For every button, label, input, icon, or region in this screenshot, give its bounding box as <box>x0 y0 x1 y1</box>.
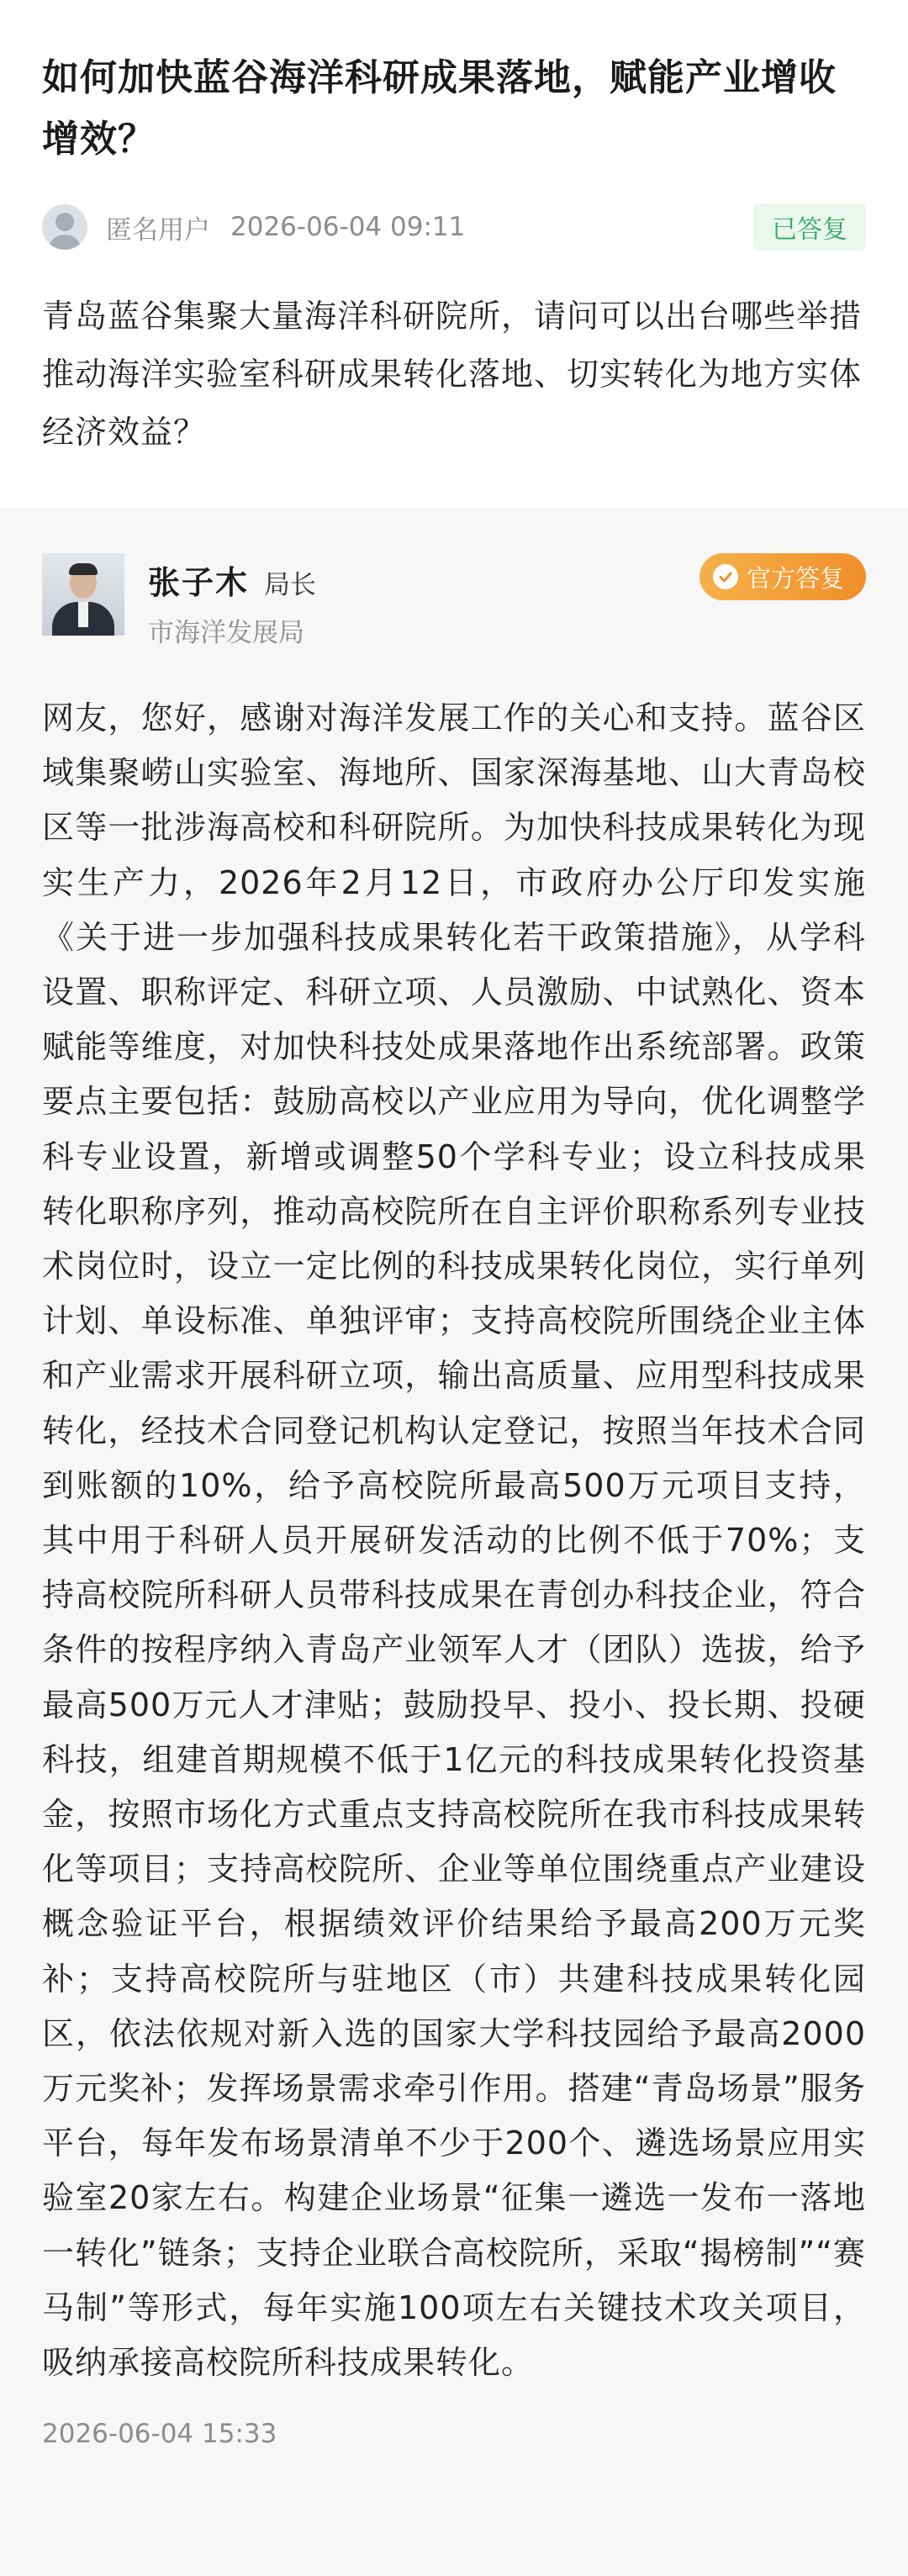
asker-name: 匿名用户 <box>106 214 210 245</box>
answerer-avatar <box>42 553 124 636</box>
question-content: 青岛蓝谷集聚大量海洋科研院所，请问可以出台哪些举措推动海洋实验室科研成果转化落地、切实转化为地方实体经济效益？ <box>42 298 863 451</box>
answerer-info <box>148 553 316 649</box>
answer-section <box>0 508 908 2576</box>
status-badge: 已答复 <box>753 203 866 251</box>
question-timestamp: 2026-06-04 09:11 <box>230 212 466 242</box>
answer-timestamp: 2026-06-04 15:33 <box>42 2419 277 2450</box>
answerer-header <box>42 553 866 649</box>
official-reply-label: 官方答复 <box>746 563 844 593</box>
question-meta <box>42 200 866 254</box>
answerer-name: 张子木 <box>148 564 250 601</box>
answerer-organization: 市海洋发展局 <box>148 618 304 648</box>
answerer-position: 局长 <box>264 570 317 600</box>
user-avatar-icon <box>42 204 87 250</box>
check-circle-icon <box>713 564 738 589</box>
official-reply-badge <box>699 553 866 600</box>
question-section <box>0 0 908 508</box>
answer-content: 网友，您好，感谢对海洋发展工作的关心和支持。蓝谷区域集聚崂山实验室、海地所、国家深海基地、山大青岛校区等一批涉海高校和科研院所。为加快科技成果转化为现实生产力，2026年2月12日，市政府办公厅印发实施《关于进一步加强科技成果转化若干政策措施》，从学科设置、职称评定、科研立项、人员激励、中试熟化、资本赋能等维度，对加快科技处成果落地作出系统部署。政策要点主要包括：鼓励高校以产业应用为导向，优化调整学科专业设置，新增或调整50个学科专业；设立科技成果转化职称序列，推动高校院所在自主评价职称系列专业技术岗位时，设立一定比例的科技成果转化岗位，实行单列计划、单设标准、单独评审；支持高校院所围绕企业主体和产业需求开展科研立项，输出高质量、应用型科技成果转化，经技术合同登记机构认定登记，按照当年技术合同到账额的10%，给予高校院所最高500万元项目支持，其中用于科研人员开展研发活动的比例不低于70%；支持高校院所科研人员带科技成果在青创办科技企业，符合条件的按程序纳入青岛产业领军人才（团队）选拔，给予最高500万元人才津贴；鼓励投早、投小、投长期、投硬科技，组建首期规模不低于1亿元的科技成果转化投资基金，按照市场化方式重点支持高校院所在我市科技成果转化等项目；支持高校院所、企业等单位围绕重点产业建设概念验证平台，根据绩效评价结果给予最高200万元奖补；支持高校院所与驻地区（市）共建科技成果转化园区，依法依规对新入选的国家大学科技园给予最高2000万元奖补；发挥场景需求牵引作用。搭建“青岛场景”服务平台，每年发布场景清单不少于200个、遴选场景应用实验室20家左右。构建企业场景“征集一遴选一发布一落地一转化”链条；支持企业联合高校院所，采取“揭榜制”“赛马制”等形式，每年实施100项左右关键技术攻关项目，吸纳承接高校院所科技成果转化。 <box>42 699 866 2382</box>
question-title: 如何加快蓝谷海洋科研成果落地，赋能产业增收增效？ <box>42 56 837 161</box>
